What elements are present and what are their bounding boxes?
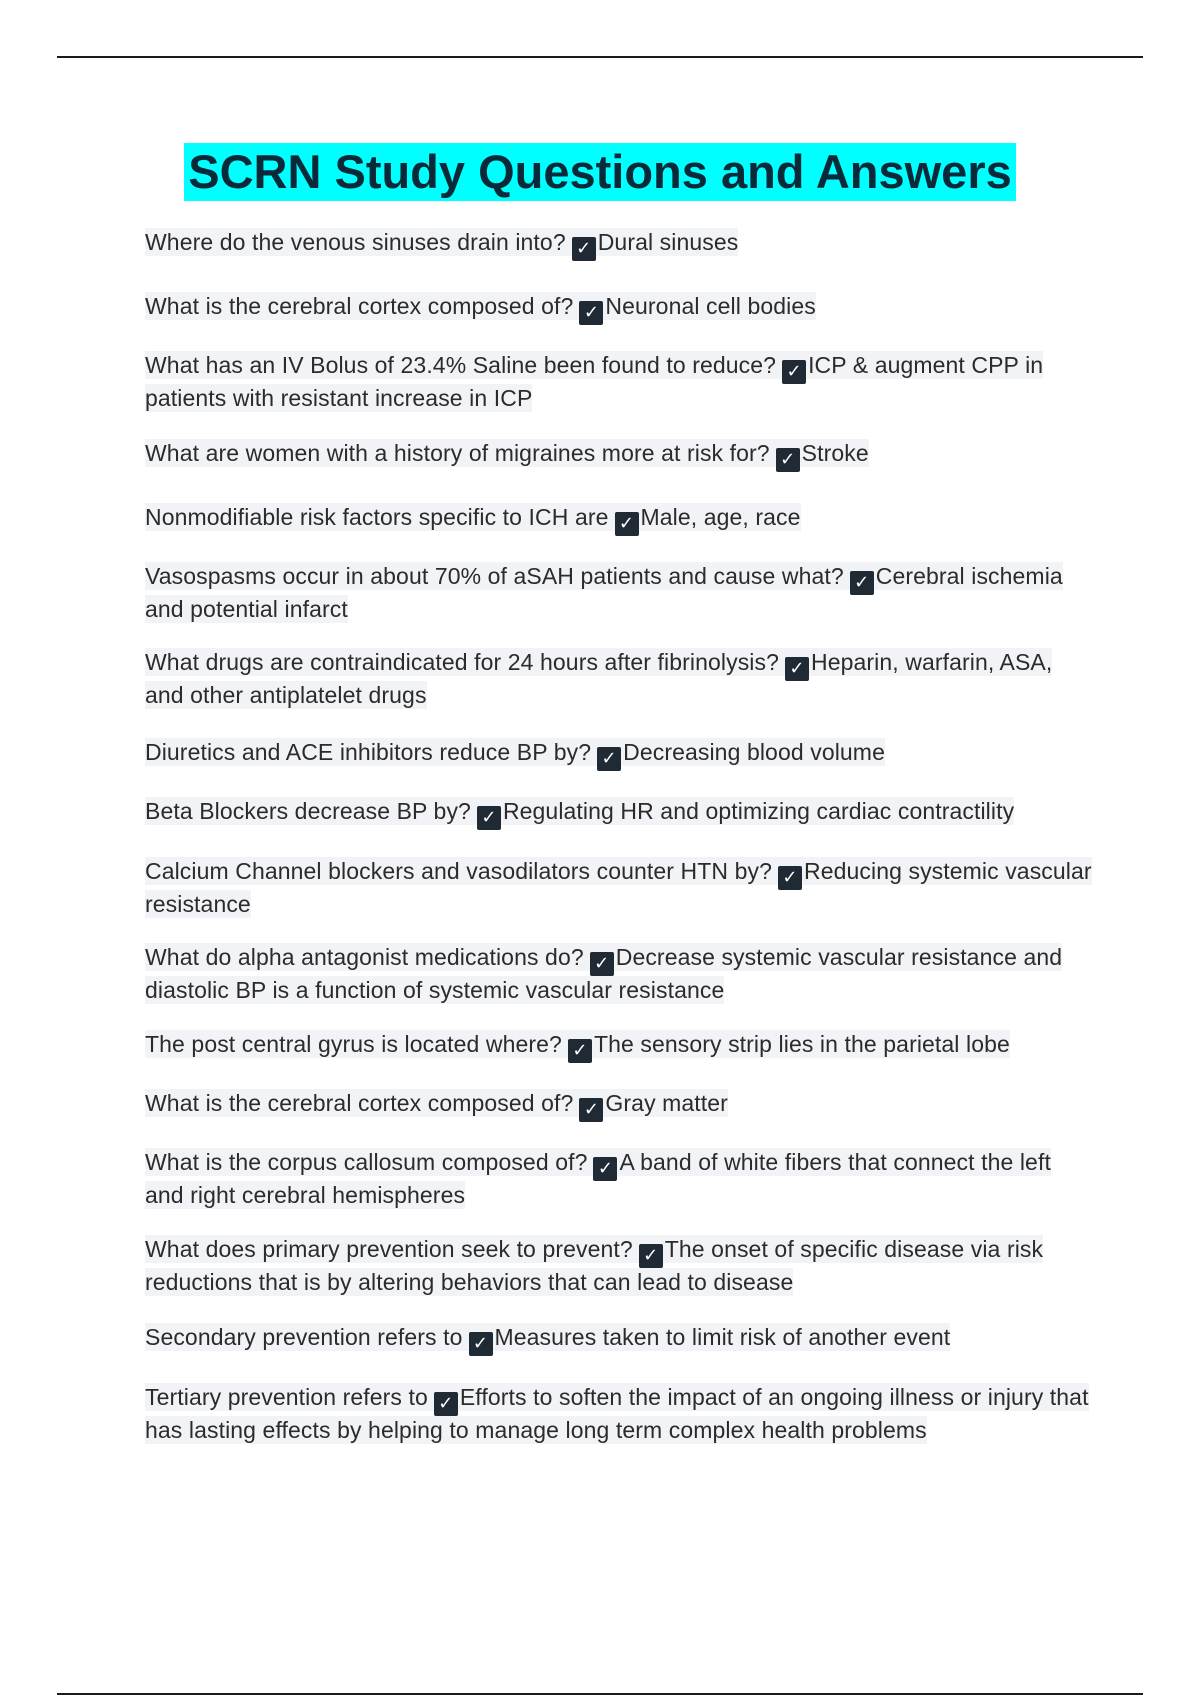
qa-item xyxy=(145,351,1095,413)
page-title: SCRN Study Questions and Answers xyxy=(184,143,1016,201)
qa-text xyxy=(145,1148,1051,1209)
answer-text: Heparin, warfarin, ASA, and other antiplatelet drugs xyxy=(145,649,1053,708)
answer-text: Dural sinuses xyxy=(597,229,739,255)
checkbox-checked-icon: ✓ xyxy=(434,1392,458,1416)
answer-text: Decrease systemic vascular resistance and diastolic BP is a function of systemic vascular resistance xyxy=(145,944,1063,1003)
qa-item xyxy=(145,1323,1095,1356)
qa-text xyxy=(145,562,1063,623)
checkbox-checked-icon: ✓ xyxy=(850,571,874,595)
answer-text: Decreasing blood volume xyxy=(623,738,885,765)
answer-text: The sensory strip lies in the parietal lobe xyxy=(593,1030,1010,1057)
qa-item xyxy=(145,1235,1095,1297)
checkbox-checked-icon: ✓ xyxy=(593,1157,617,1181)
top-rule xyxy=(57,56,1143,58)
checkbox-checked-icon: ✓ xyxy=(469,1332,493,1356)
question-text: Diuretics and ACE inhibitors reduce BP by? xyxy=(145,738,592,765)
qa-text xyxy=(145,1030,1010,1061)
question-text: Calcium Channel blockers and vasodilators counter HTN by? xyxy=(145,857,772,884)
checkbox-checked-icon: ✓ xyxy=(590,952,614,976)
qa-item xyxy=(145,562,1095,624)
title-container xyxy=(0,143,1200,201)
qa-item xyxy=(145,1383,1095,1445)
qa-text xyxy=(145,1323,951,1354)
qa-text xyxy=(145,292,816,323)
qa-item xyxy=(145,1089,1095,1122)
answer-text: A band of white fibers that connect the left and right cerebral hemispheres xyxy=(145,1148,1051,1208)
question-text: What do alpha antagonist medications do? xyxy=(145,944,584,970)
answer-text: Gray matter xyxy=(605,1089,728,1116)
question-text: What has an IV Bolus of 23.4% Saline been found to reduce? xyxy=(145,352,777,378)
question-text: What is the cerebral cortex composed of? xyxy=(145,1089,574,1116)
checkbox-checked-icon: ✓ xyxy=(572,237,596,261)
checkbox-checked-icon: ✓ xyxy=(639,1244,663,1268)
qa-item xyxy=(145,797,1095,830)
qa-item xyxy=(145,1030,1095,1063)
answer-text: Male, age, race xyxy=(640,503,801,530)
question-text: What are women with a history of migraines more at risk for? xyxy=(145,439,770,466)
question-text: Nonmodifiable risk factors specific to ICH are xyxy=(145,503,609,530)
qa-text xyxy=(145,228,739,259)
checkbox-checked-icon: ✓ xyxy=(597,747,621,771)
qa-item xyxy=(145,943,1095,1005)
question-text: What is the corpus callosum composed of? xyxy=(145,1148,588,1175)
qa-item xyxy=(145,1148,1095,1210)
answer-text: ICP & augment CPP in patients with resistant increase in ICP xyxy=(145,352,1044,411)
answer-text: Neuronal cell bodies xyxy=(605,293,816,319)
question-text: Beta Blockers decrease BP by? xyxy=(145,797,471,824)
answer-text: Efforts to soften the impact of an ongoing illness or injury that has lasting effects by helping to manage long term complex health problems xyxy=(145,1383,1089,1443)
checkbox-checked-icon: ✓ xyxy=(579,301,603,325)
qa-text xyxy=(145,1089,728,1120)
question-text: Tertiary prevention refers to xyxy=(145,1383,428,1410)
qa-text xyxy=(145,351,1043,412)
checkbox-checked-icon: ✓ xyxy=(785,657,809,681)
question-text: The post central gyrus is located where? xyxy=(145,1030,562,1057)
qa-text xyxy=(145,797,1015,828)
qa-item xyxy=(145,648,1095,710)
answer-text: Reducing systemic vascular resistance xyxy=(145,857,1092,917)
checkbox-checked-icon: ✓ xyxy=(776,448,800,472)
qa-item xyxy=(145,503,1095,536)
answer-text: Measures taken to limit risk of another event xyxy=(494,1323,951,1350)
qa-text xyxy=(145,857,1092,918)
question-text: Secondary prevention refers to xyxy=(145,1323,463,1350)
qa-text xyxy=(145,503,801,534)
question-text: What is the cerebral cortex composed of? xyxy=(145,293,574,319)
qa-text xyxy=(145,1383,1089,1444)
answer-text: Stroke xyxy=(801,439,869,466)
qa-item xyxy=(145,738,1095,771)
question-text: What drugs are contraindicated for 24 hours after fibrinolysis? xyxy=(145,649,780,675)
checkbox-checked-icon: ✓ xyxy=(568,1039,592,1063)
qa-text xyxy=(145,439,869,470)
qa-text xyxy=(145,1235,1043,1296)
qa-list xyxy=(145,228,1095,1444)
qa-item xyxy=(145,228,1095,261)
checkbox-checked-icon: ✓ xyxy=(477,806,501,830)
question-text: Vasospasms occur in about 70% of aSAH patients and cause what? xyxy=(145,562,844,589)
bottom-rule xyxy=(57,1693,1143,1695)
question-text: Where do the venous sinuses drain into? xyxy=(145,229,566,255)
qa-text xyxy=(145,738,885,769)
qa-item xyxy=(145,857,1095,919)
answer-text: Regulating HR and optimizing cardiac contractility xyxy=(502,797,1015,824)
qa-item xyxy=(145,439,1095,472)
checkbox-checked-icon: ✓ xyxy=(579,1098,603,1122)
checkbox-checked-icon: ✓ xyxy=(615,512,639,536)
question-text: What does primary prevention seek to prevent? xyxy=(145,1236,633,1262)
checkbox-checked-icon: ✓ xyxy=(778,866,802,890)
qa-item xyxy=(145,292,1095,325)
answer-text: Cerebral ischemia and potential infarct xyxy=(145,562,1063,622)
checkbox-checked-icon: ✓ xyxy=(782,360,806,384)
qa-text xyxy=(145,648,1052,709)
answer-text: The onset of specific disease via risk reductions that is by altering behaviors that can lead to disease xyxy=(145,1236,1044,1295)
qa-text xyxy=(145,943,1062,1004)
